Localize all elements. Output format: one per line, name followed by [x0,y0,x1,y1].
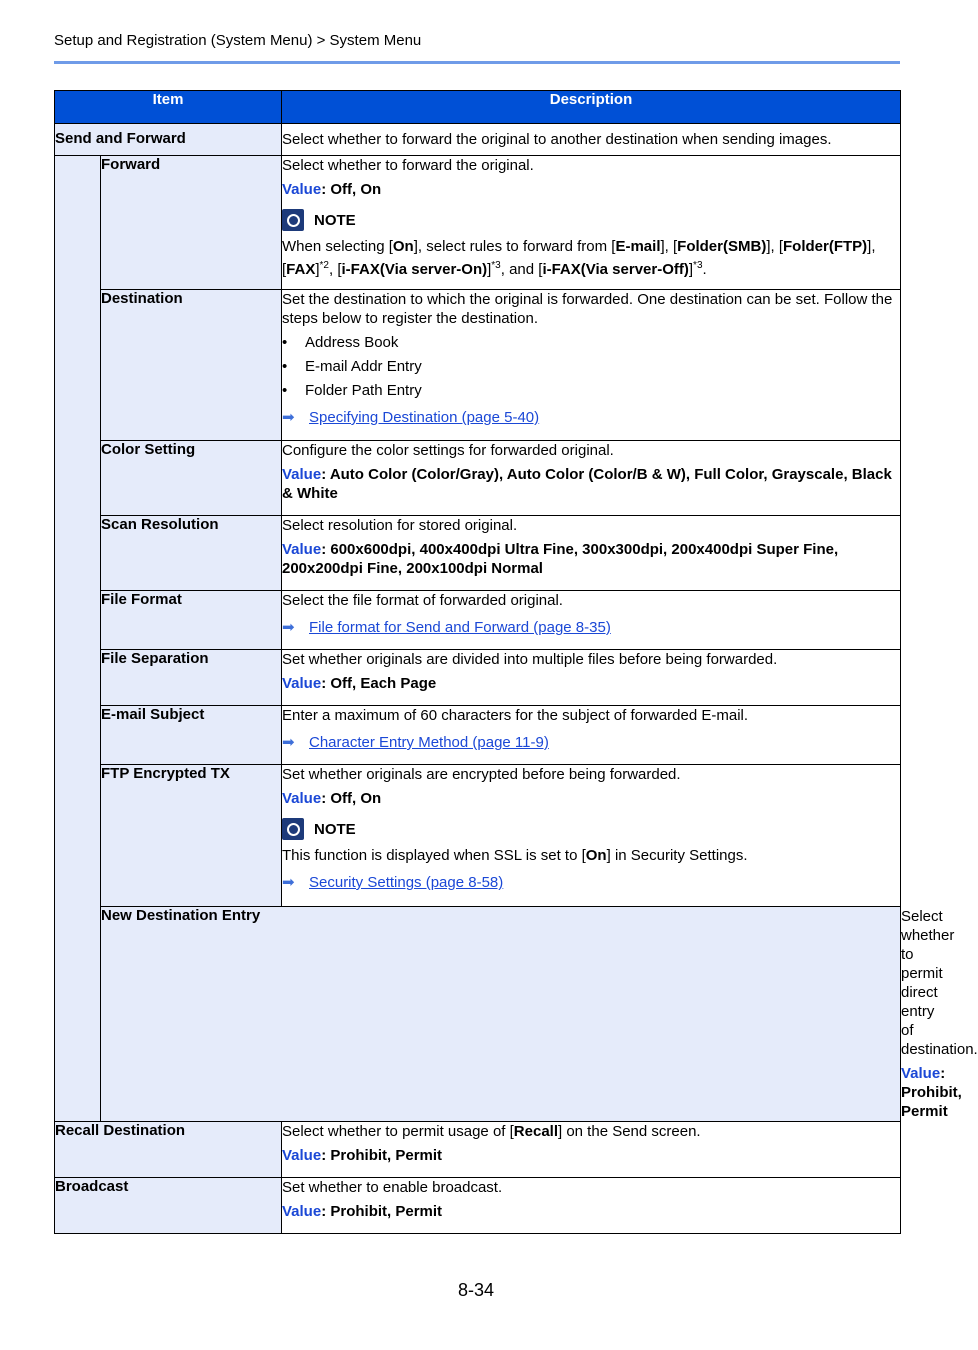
value-text: Off, On [330,181,382,198]
column-header-item: Item [55,91,282,124]
value-text: Auto Color (Color/Gray), Auto Color (Color/B & W), Full Color, Grayscale, Black & White [282,466,892,502]
scan-resolution-value: Value: 600x600dpi, 400x400dpi Ultra Fine, 300x300dpi, 200x400dpi Super Fine, 200x200dpi Fine, 200x100dpi Normal [282,541,839,577]
note-icon [282,209,304,231]
desc-ftp-encrypted-tx [282,765,901,907]
value-label: Value [282,1147,322,1164]
broadcast-description: Set whether to enable broadcast. [282,1179,503,1196]
table-row [55,650,901,706]
desc-file-separation [282,650,901,706]
item-email-subject: E-mail Subject [101,706,282,765]
item-send-and-forward: Send and Forward [55,124,282,156]
recall-destination-value: Value: Prohibit, Permit [282,1147,443,1164]
color-setting-description: Configure the color settings for forwarded original. [282,442,614,459]
item-color-setting: Color Setting [101,441,282,516]
note-title: NOTE [314,211,356,229]
note-header [282,209,900,231]
scan-resolution-description: Select resolution for stored original. [282,517,518,534]
item-destination: Destination [101,290,282,441]
arrow-right-icon: ➡ [282,734,295,751]
file-separation-value: Value: Off, Each Page [282,675,437,692]
desc-recall-destination [282,1122,901,1178]
forward-description: Select whether to forward the original. [282,157,534,174]
note-header [282,818,900,840]
table-row [55,124,901,156]
table-row [55,516,901,591]
table-row [55,765,901,907]
file-format-description: Select the file format of forwarded original. [282,592,563,609]
value-text: 600x600dpi, 400x400dpi Ultra Fine, 300x300dpi, 200x400dpi Super Fine, 200x200dpi Fine, 200x100dpi Normal [282,541,839,577]
desc-send-and-forward: Select whether to forward the original to another destination when sending images. [282,124,901,156]
desc-color-setting [282,441,901,516]
indent-column [55,156,101,1122]
item-file-separation: File Separation [101,650,282,706]
arrow-right-icon: ➡ [282,409,295,426]
value-label: Value [282,1203,322,1220]
value-text: Prohibit, Permit [901,1084,962,1120]
column-header-description: Description [282,91,901,124]
color-setting-value: Value: Auto Color (Color/Gray), Auto Color (Color/B & W), Full Color, Grayscale, Black & White [282,466,892,502]
value-text: Prohibit, Permit [330,1203,443,1220]
breadcrumb: Setup and Registration (System Menu) > System Menu [54,32,422,49]
link-security-settings[interactable]: Security Settings (page 8-58) [309,874,504,891]
value-label: Value [282,790,322,807]
table-row [55,1122,901,1178]
list-item: • Address Book [282,334,399,351]
note-title: NOTE [314,820,356,838]
item-forward: Forward [101,156,282,290]
reference-link-row [282,873,900,892]
table-row [55,1178,901,1234]
reference-link-row [282,618,900,637]
value-label: Value [901,1065,941,1082]
bullet-list [282,333,900,400]
header-divider [54,61,900,64]
destination-description: Set the destination to which the original is forwarded. One destination can be set. Follow the steps below to register the destination. [282,291,893,327]
link-specifying-destination[interactable]: Specifying Destination (page 5-40) [309,409,540,426]
list-item: • Folder Path Entry [282,382,422,399]
item-recall-destination: Recall Destination [55,1122,282,1178]
table-row [55,706,901,765]
table-row [55,156,901,290]
reference-link-row [282,408,900,427]
email-subject-description: Enter a maximum of 60 characters for the subject of forwarded E-mail. [282,707,749,724]
value-label: Value [282,541,322,558]
file-separation-description: Set whether originals are divided into multiple files before being forwarded. [282,651,778,668]
page-number: 8-34 [458,1280,495,1300]
value-text: Off, Each Page [330,675,437,692]
desc-file-format [282,591,901,650]
link-character-entry[interactable]: Character Entry Method (page 11-9) [309,734,549,751]
item-new-destination-entry: New Destination Entry [101,907,901,1122]
item-broadcast: Broadcast [55,1178,282,1234]
note-icon [282,818,304,840]
item-file-format: File Format [101,591,282,650]
desc-broadcast [282,1178,901,1234]
desc-forward [282,156,901,290]
table-row [55,441,901,516]
ftp-encrypted-value: Value: Off, On [282,790,382,807]
recall-destination-description: Select whether to permit usage of [Recall] on the Send screen. [282,1123,701,1140]
table-row [55,591,901,650]
value-label: Value [282,675,322,692]
settings-table [54,90,978,1234]
note-body: This function is displayed when SSL is set to [On] in Security Settings. [282,847,748,864]
arrow-right-icon: ➡ [282,874,295,891]
link-file-format[interactable]: File format for Send and Forward (page 8-35) [309,619,611,636]
ftp-encrypted-description: Set whether originals are encrypted before being forwarded. [282,766,681,783]
arrow-right-icon: ➡ [282,619,295,636]
table-header-row [55,91,901,124]
value-text: Prohibit, Permit [330,1147,443,1164]
table-row [55,290,901,441]
value-label: Value [282,181,322,198]
table-row: New Destination Entry Select whether to permit direct entry of destination. Value: Prohibit, Permit [101,907,978,1120]
item-scan-resolution: Scan Resolution [101,516,282,591]
desc-destination [282,290,901,441]
value-text: Off, On [330,790,382,807]
reference-link-row [282,733,900,752]
desc-scan-resolution [282,516,901,591]
broadcast-value: Value: Prohibit, Permit [282,1203,443,1220]
item-ftp-encrypted-tx: FTP Encrypted TX [101,765,282,907]
desc-email-subject [282,706,901,765]
forward-value: Value: Off, On [282,181,382,198]
value-label: Value [282,466,322,483]
list-item: • E-mail Addr Entry [282,358,422,375]
note-body: When selecting [On], select rules to forward from [E-mail], [Folder(SMB)], [Folder(FTP)], [FAX]$^{*2}$, [i-FAX(Via server-On)]$^{*3}$, and [i-FAX(Via server-Off)]$^{*3}$. [282,238,876,278]
